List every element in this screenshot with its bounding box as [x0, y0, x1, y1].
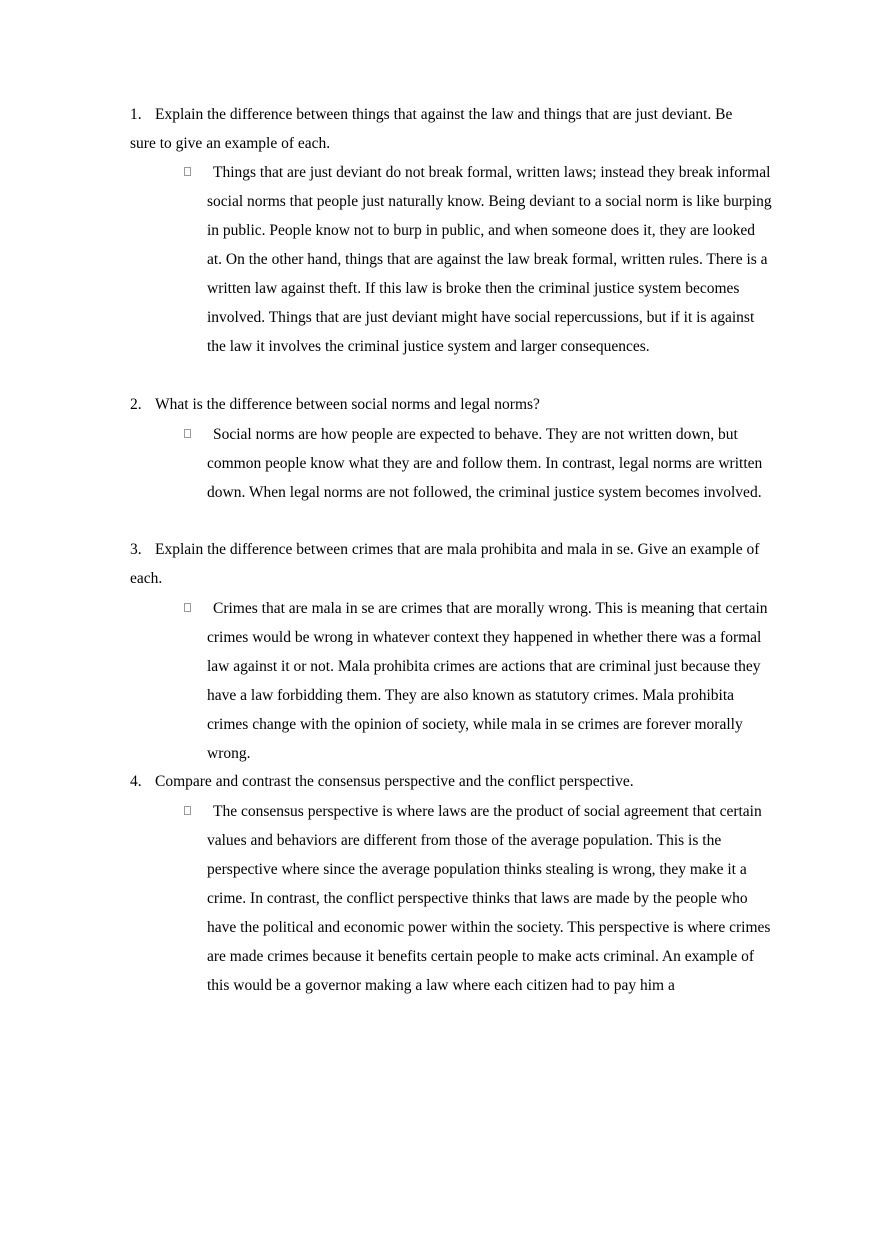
answer-text: Crimes that are mala in se are crimes that are morally wrong. This is meaning that certain crimes would be wrong in whatever context they happened in whether there was a formal law against it or not. Mala prohibita crimes are actions that are criminal just because they have a law forbidding them. They are also known as statutory crimes. Mala prohibita crimes change with the opinion of society, while mala in se crimes are forever morally wrong. [207, 600, 768, 762]
bullet-icon [184, 603, 191, 612]
answer-text: Social norms are how people are expected to behave. They are not written down, but common people know what they are and follow them. In contrast, legal norms are written down. When legal norms are not followed, the criminal justice system becomes involved. [207, 426, 763, 501]
bullet-icon [184, 806, 191, 815]
question-text: Explain the difference between things that against the law and things that are just deviant. Be sure to give an example of each. [130, 106, 733, 152]
answer-text: The consensus perspective is where laws are the product of social agreement that certain values and behaviors are different from those of the average population. This is the perspective where since the average population thinks stealing is wrong, they make it a crime. In contrast, the conflict perspective thinks that laws are made by the people who have the political and economic power within the society. This perspective is where crimes are made crimes because it benefits certain people to make acts criminal. An example of this would be a governor making a law where each citizen had to pay him a [207, 803, 771, 994]
question-number: 2. [130, 396, 142, 413]
question-number: 4. [130, 773, 142, 790]
answer-text: Things that are just deviant do not break formal, written laws; instead they break informal social norms that people just naturally know. Being deviant to a social norm is like burping in public. People know not to burp in public, and when someone does it, they are looked at. On the other hand, things that are against the law break formal, written rules. There is a written law against theft. If this law is broke then the criminal justice system becomes involved. Things that are just deviant might have social repercussions, but if it is against the law it involves the criminal justice system and larger consequences. [207, 164, 772, 355]
bullet-icon [184, 429, 191, 438]
bullet-icon [184, 167, 191, 176]
question-text: Explain the difference between crimes that are mala prohibita and mala in se. Give an example of each. [130, 541, 760, 587]
question-text: Compare and contrast the consensus perspective and the conflict perspective. [155, 773, 634, 790]
question-text: What is the difference between social norms and legal norms? [155, 396, 540, 413]
question-number: 1. [130, 106, 142, 123]
question-number: 3. [130, 541, 142, 558]
